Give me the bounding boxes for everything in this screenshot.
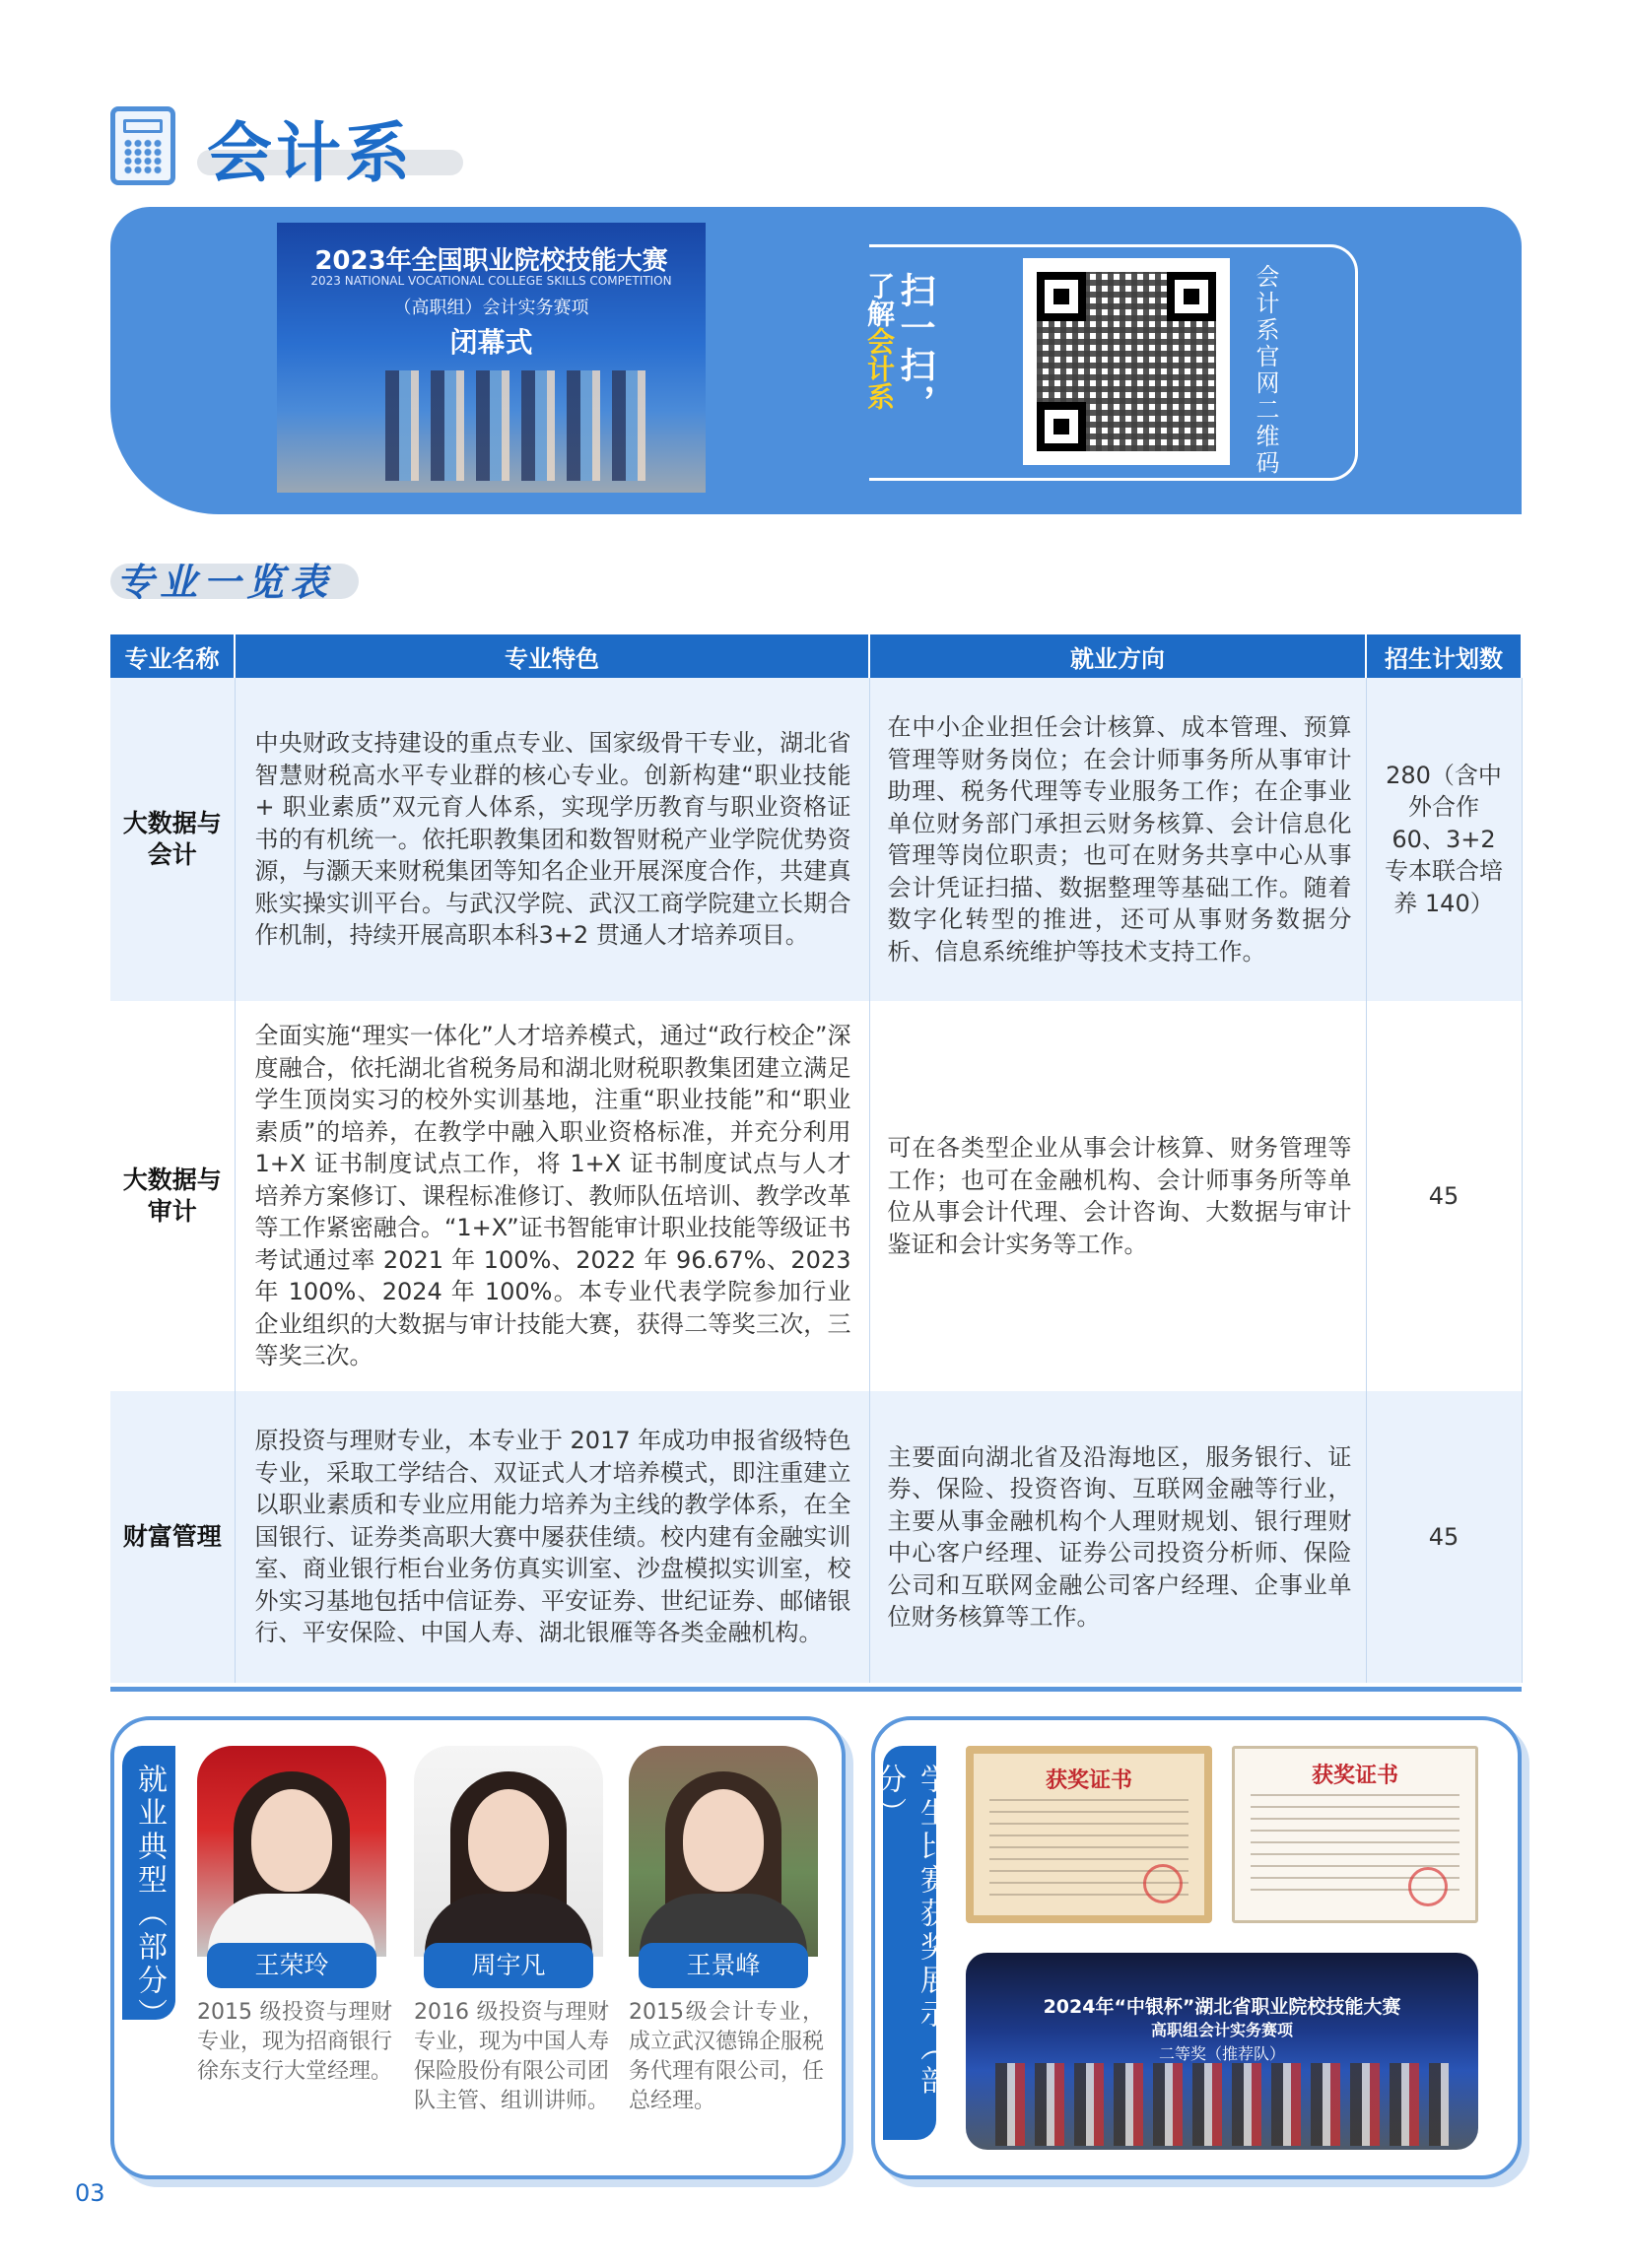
- section-title: 专业一览表: [116, 561, 334, 604]
- photo2-people: [995, 2063, 1449, 2146]
- calculator-icon: [110, 106, 175, 185]
- seal-icon: [1143, 1864, 1183, 1903]
- qr-finder: [1167, 272, 1216, 321]
- scan-text: 扫一扫，: [895, 272, 935, 422]
- alumni-photo: [629, 1746, 818, 1957]
- employment-tag: 就业典型（部分）: [122, 1746, 175, 2020]
- col-header: 专业特色: [235, 634, 869, 678]
- certificate-title: 获奖证书: [1311, 1764, 1398, 1788]
- table-row: [110, 1391, 1522, 1683]
- enrollment-plan: 45: [1366, 1001, 1522, 1391]
- col-header: 就业方向: [869, 634, 1366, 678]
- award-certificate: [1232, 1746, 1478, 1923]
- photo-people: [385, 370, 646, 481]
- table-row: [110, 678, 1522, 1001]
- award-ceremony-photo: [966, 1953, 1478, 2150]
- qr-caption: 会计系官网二维码: [1252, 264, 1279, 477]
- table-bottom-rule: [110, 1687, 1522, 1692]
- awards-tag: 学生比赛获奖展示（部分）: [883, 1746, 936, 2140]
- alumni-name: 周宇凡: [424, 1943, 593, 1988]
- alumni-name: 王景峰: [639, 1943, 808, 1988]
- alumni-photo: [197, 1746, 386, 1957]
- certificate-title: 获奖证书: [1045, 1768, 1132, 1793]
- table-row: [110, 1001, 1522, 1391]
- page-title: 会计系: [207, 115, 414, 191]
- photo-subtitle: （高职组）会计实务赛项: [393, 298, 589, 318]
- alumni-desc: 2015级会计专业，成立武汉德锦企服税务代理有限公司，任总经理。: [629, 2000, 825, 2113]
- major-feature: 原投资与理财专业，本专业于 2017 年成功申报省级特色专业，采取工学结合、双证式人才培养模式，即注重建立以职业素质和专业应用能力培养为主线的教学体系，在全国银行、证券类高职大赛中屡获佳绩。校内建有金融实训室、商业银行柜台业务仿真实训室、沙盘模拟实训室，校外实习基地包括中信证券、平安证券、世纪证券、邮储银行、平安保险、中国人寿、湖北银雁等各类金融机构。: [235, 1391, 869, 1683]
- qr-finder: [1037, 402, 1086, 451]
- alumni-desc: 2015 级投资与理财专业，现为招商银行徐东支行大堂经理。: [197, 2000, 393, 2084]
- major-employment: 可在各类型企业从事会计核算、财务管理等工作；也可在金融机构、会计师事务所等单位从事会计代理、会计咨询、大数据与审计鉴证和会计实务等工作。: [869, 1001, 1366, 1391]
- alumni-name: 王荣玲: [207, 1943, 376, 1988]
- major-feature: 中央财政支持建设的重点专业、国家级骨干专业，湖北省智慧财税高水平专业群的核心专业。创新构建“职业技能 + 职业素质”双元育人体系，实现学历教育与职业资格证书的有机统一。依托职教集团和数智财税产业学院优势资源，与灏天来财税集团等知名企业开展深度合作，共建真账实操实训平台。与武汉学院、武汉工商学院建立长期合作机制，持续开展高职本科3+2 贯通人才培养项目。: [235, 678, 869, 1001]
- alumni-photo: [414, 1746, 603, 1957]
- major-name: 大数据与会计: [110, 678, 235, 1001]
- major-employment: 在中小企业担任会计核算、成本管理、预算管理等财务岗位；在会计师事务所从事审计助理、税务代理等专业服务工作；在企事业单位财务部门承担云财务核算、会计信息化管理等岗位职责；也可在财务共享中心从事会计凭证扫描、数据整理等基础工作。随着数字化转型的推进，还可从事财务数据分析、信息系统维护等技术支持工作。: [869, 678, 1366, 1001]
- col-header: 招生计划数: [1366, 634, 1522, 678]
- major-name: 大数据与审计: [110, 1001, 235, 1391]
- photo2-title: 2024年“中银杯”湖北省职业院校技能大赛: [1043, 1996, 1401, 2018]
- enrollment-plan: 280（含中外合作 60、3+2 专本联合培养 140）: [1366, 678, 1522, 1001]
- page-number: 03: [75, 2179, 105, 2207]
- qr-finder: [1037, 272, 1086, 321]
- enrollment-plan: 45: [1366, 1391, 1522, 1683]
- photo2-subtitle: 高职组会计实务赛项: [1150, 2021, 1293, 2039]
- seal-icon: [1408, 1867, 1448, 1906]
- closing-ceremony-photo: [277, 223, 706, 493]
- table-header-row: [110, 634, 1522, 678]
- photo2-award: 二等奖（推荐队）: [1158, 2044, 1285, 2063]
- major-name: 财富管理: [110, 1391, 235, 1683]
- col-header: 专业名称: [110, 634, 235, 678]
- photo-title: 2023年全国职业院校技能大赛: [314, 246, 668, 276]
- major-feature: 全面实施“理实一体化”人才培养模式，通过“政行校企”深度融合，依托湖北省税务局和湖北财税职教集团建立满足学生顶岗实习的校外实训基地，注重“职业技能”和“职业素质”的培养，在教学中融入职业资格标准，并充分利用 1+X 证书制度试点工作，将 1+X 证书制度试点与人才培养方案修订、课程标准修订、教师队伍培训、教学改革等工作紧密融合。“1+X”证书智能审计职业技能等级证书考试通过率 2021 年 100%、2022 年 96.67%、2023 年 100%、2024 年 100%。本专业代表学院参加行业企业组织的大数据与审计技能大赛，获得二等奖三次，三等奖三次。: [235, 1001, 869, 1391]
- scan-subtext: 了解会计系: [863, 272, 896, 410]
- photo-ceremony: 闭幕式: [449, 326, 533, 359]
- major-table: [110, 634, 1523, 1683]
- major-employment: 主要面向湖北省及沿海地区，服务银行、证券、保险、投资咨询、互联网金融等行业，主要从事金融机构个人理财规划、银行理财中心客户经理、证券公司投资分析师、保险公司和互联网金融公司客户经理、企事业单位财务核算等工作。: [869, 1391, 1366, 1683]
- award-certificate: [966, 1746, 1212, 1923]
- qr-code[interactable]: [1023, 258, 1230, 465]
- photo-subtitle-en: 2023 NATIONAL VOCATIONAL COLLEGE SKILLS COMPETITION: [310, 274, 672, 288]
- alumni-desc: 2016 级投资与理财专业，现为中国人寿保险股份有限公司团队主管、组训讲师。: [414, 2000, 610, 2113]
